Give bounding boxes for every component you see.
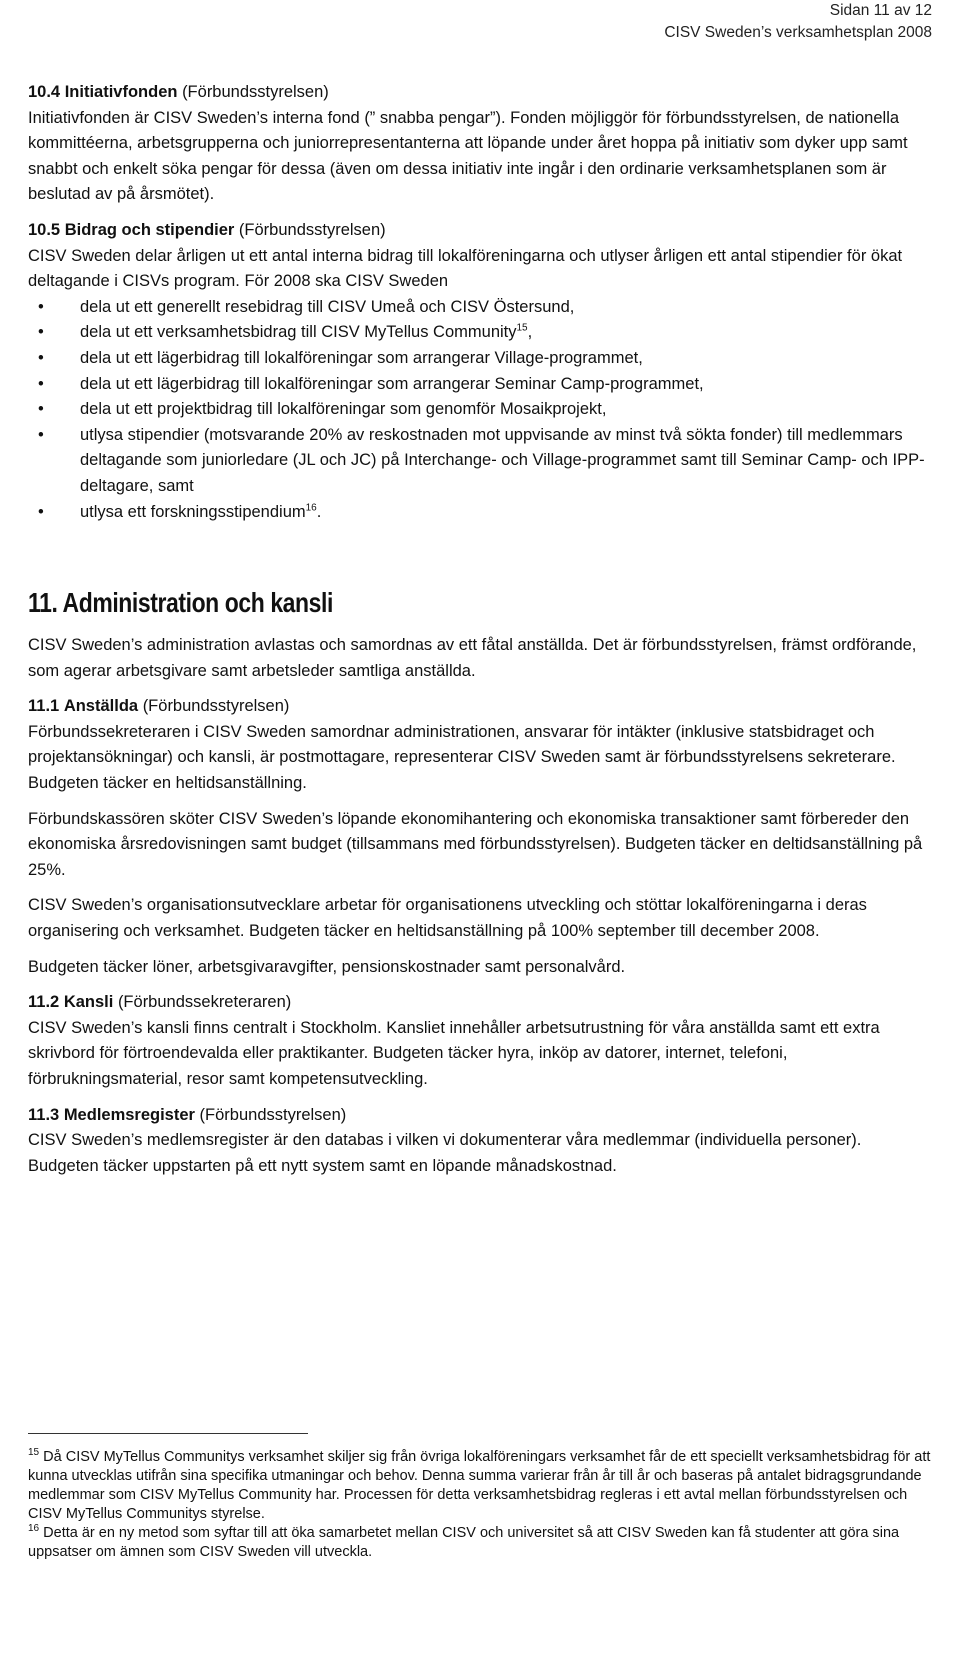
list-item: • utlysa ett forskningsstipendium$^{16}$. <box>28 500 933 526</box>
bullet-icon: • <box>38 502 44 521</box>
footnote-number: 15 <box>28 1447 40 1459</box>
section-10-4-text: Initiativfonden är CISV Sweden’s interna fond (” snabba pengar”). Fonden möjliggör för förbundsstyrelsen, de nationella kommittéerna, arbetsgrupperna och juniorrepresentanterna att löpande under året hoppa på initiativ som dyker upp samt snabbt och enkelt söka pengar för dessa (även om dessa initiativ inte ingår i den ordinarie verksamhetsplanen som är beslutad av på årsmötet). <box>28 108 908 204</box>
bullet-icon: • <box>38 297 44 316</box>
paragraph: Förbundskassören sköter CISV Sweden’s löpande ekonomihantering och ekonomiska transaktioner samt förbereder den ekonomiska årsredovisningen samt budget (tillsammans med förbundsstyrelsen). Budgeten täcker en deltidsanställning på 25%. <box>28 809 923 879</box>
list-item: • dela ut ett lägerbidrag till lokalföreningar som arrangerar Village-programmet, <box>28 346 933 372</box>
section-10-5-heading <box>28 218 933 244</box>
bullet-icon: • <box>38 425 44 444</box>
section-title: Initiativfonden <box>64 83 178 101</box>
footnote-number: 16 <box>28 1523 40 1535</box>
list-item: • dela ut ett projektbidrag till lokalföreningar som genomför Mosaikprojekt, <box>28 397 933 423</box>
document-title: CISV Sweden’s verksamhetsplan 2008 <box>664 24 932 41</box>
footnote-ref: 16 <box>305 502 317 513</box>
list-item: • dela ut ett lägerbidrag till lokalföreningar som arrangerar Seminar Camp-programmet, <box>28 372 933 398</box>
section-10-5-text: CISV Sweden delar årligen ut ett antal interna bidrag till lokalföreningarna och utlyser årligen ett antal stipendier för ökat deltagande i CISVs program. För 2008 ska CISV Sweden <box>28 246 903 291</box>
section-number: 11.3 <box>28 1105 60 1124</box>
section-title: Anställda <box>63 697 139 716</box>
section-title: Kansli <box>63 993 114 1012</box>
page-header <box>664 0 932 44</box>
footnote-text: Detta är en ny metod som syftar till att öka samarbetet mellan CISV och universitet så att CISV Sweden kan få studenter att göra sina uppsatser om ämnen som CISV Sweden vill utveckla. <box>28 1525 900 1560</box>
bullet-icon: • <box>38 374 44 393</box>
section-number: 11.2 <box>28 993 60 1012</box>
bullet-icon: • <box>38 323 44 342</box>
section-title: Bidrag och stipendier <box>64 220 235 239</box>
footnote <box>28 1524 933 1562</box>
footnote <box>28 1448 933 1524</box>
list-item: • utlysa stipendier (motsvarande 20% av reskostnaden mot uppvisande av minst två sökta fonder) till medlemmars deltagande som juniorledare (JL och JC) på Interchange- och Village-programmet samt till Seminar Camp- och IPP-deltagare, samt <box>28 423 933 500</box>
section-11-1-heading <box>28 694 933 720</box>
section-responsible: (Förbundsstyrelsen) <box>182 83 329 101</box>
paragraph: CISV Sweden’s medlemsregister är den databas i vilken vi dokumenterar våra medlemmar (individuella personer). Budgeten täcker uppstarten på ett nytt system samt en löpande månadskostnad. <box>28 1131 862 1175</box>
section-11-2-heading <box>28 990 933 1016</box>
section-responsible: (Förbundsstyrelsen) <box>199 1105 347 1124</box>
section-11-3-heading <box>28 1103 933 1129</box>
page-body <box>28 80 933 1179</box>
footnote-divider <box>28 1433 308 1434</box>
section-number: 11.1 <box>28 697 60 716</box>
chapter-11-heading: 11. Administration och kansli <box>28 587 333 619</box>
grants-list <box>28 295 933 525</box>
paragraph: CISV Sweden’s kansli finns centralt i Stockholm. Kansliet innehåller arbetsutrustning för våra anställda samt ett extra skrivbord för förtroendevalda eller praktikanter. Budgeten täcker hyra, inköp av datorer, internet, telefoni, förbrukningsmaterial, resor samt kompetensutveckling. <box>28 1018 880 1088</box>
section-responsible: (Förbundssekreteraren) <box>117 993 292 1012</box>
chapter-11-intro: CISV Sweden’s administration avlastas och samordnas av ett fåtal anställda. Det är förbundsstyrelsen, främst ordförande, som agerar arbetsgivare samt arbetsleder samtliga anställda. <box>28 636 917 680</box>
footnote-ref: 15 <box>516 322 528 334</box>
paragraph: Förbundssekreteraren i CISV Sweden samordnar administrationen, ansvarar för intäkter (inklusive statsbidraget och projektansökningar) och kansli, är postmottagare, representerar CISV Sweden samt är förbundsstyrelsens sekreterare. Budgeten täcker en heltidsanställning. <box>28 722 896 793</box>
paragraph: Budgeten täcker löner, arbetsgivaravgifter, pensionskostnader samt personalvård. <box>28 957 626 976</box>
list-item: • dela ut ett generellt resebidrag till CISV Umeå och CISV Östersund, <box>28 295 933 321</box>
section-responsible: (Förbundsstyrelsen) <box>238 220 386 239</box>
paragraph: CISV Sweden’s organisationsutvecklare arbetar för organisationens utveckling och stöttar lokalföreningarna i deras organisering och verksamhet. Budgeten täcker en heltidsanställning på 100% september till december 2008. <box>28 896 867 941</box>
section-10-4-heading <box>28 80 933 106</box>
section-number: 10.5 <box>28 220 61 239</box>
section-number: 10.4 <box>28 83 61 101</box>
section-title: Medlemsregister <box>63 1105 195 1124</box>
section-responsible: (Förbundsstyrelsen) <box>142 697 290 716</box>
footnote-text: Då CISV MyTellus Communitys verksamhet skiljer sig från övriga lokalföreningars verksamhet får de ett speciellt verksamhetsbidrag för att kunna utvecklas utifrån sina specifika utmaningar och behov. Denna summa varierar från år till år och baseras på antalet bidragsgrundande medlemmar som CISV MyTellus Community har. Processen för detta verksamhetsbidrag regleras i ett avtal mellan förbundsstyrelsen och CISV MyTellus Communitys styrelse. <box>28 1449 931 1522</box>
bullet-icon: • <box>38 348 44 367</box>
page-number: Sidan 11 av 12 <box>829 2 932 19</box>
bullet-icon: • <box>38 400 44 419</box>
footnotes <box>28 1433 933 1562</box>
list-item: • dela ut ett verksamhetsbidrag till CISV MyTellus Community$^{15}$, <box>28 320 933 346</box>
